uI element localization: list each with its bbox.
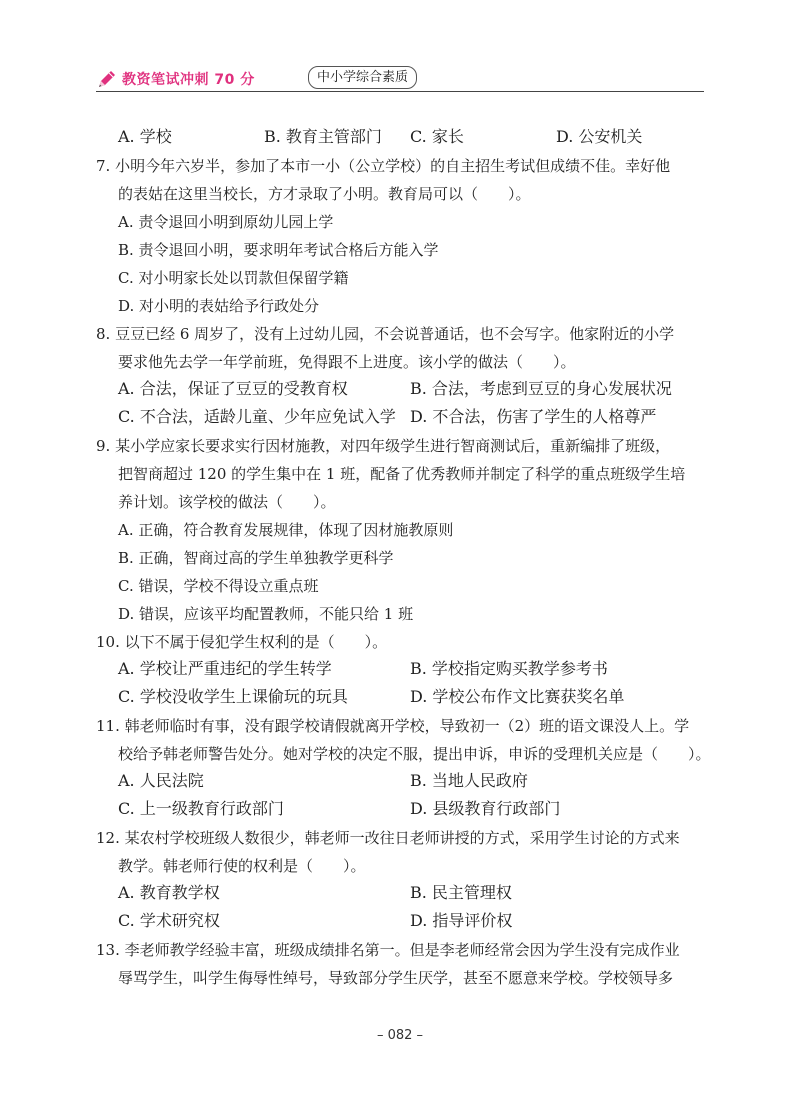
- question-stem: 教学。韩老师行使的权利是（ ）。: [118, 857, 366, 875]
- option: C. 家长: [410, 127, 464, 146]
- options-row: [118, 684, 704, 712]
- option: C. 学校没收学生上课偷玩的玩具: [118, 687, 348, 706]
- question-stem: 13. 李老师教学经验丰富，班级成绩排名第一。但是李老师经常会因为学生没有完成作业: [96, 941, 680, 959]
- question-stem: 校给予韩老师警告处分。她对学校的决定不服，提出申诉，申诉的受理机关应是（ ）。: [118, 745, 711, 763]
- question-stem: 养计划。该学校的做法（ ）。: [118, 493, 336, 511]
- option: B. 民主管理权: [410, 883, 512, 902]
- question-stem: 12. 某农村学校班级人数很少，韩老师一改往日老师讲授的方式，采用学生讨论的方式来: [96, 829, 680, 847]
- options-row: [118, 880, 704, 908]
- option: B. 合法，考虑到豆豆的身心发展状况: [410, 379, 672, 398]
- option: D. 错误，应该平均配置教师，不能只给 1 班: [118, 605, 414, 623]
- options-row: [118, 908, 704, 936]
- option: B. 当地人民政府: [410, 771, 528, 790]
- question-stem: 10. 以下不属于侵犯学生权利的是（ ）。: [96, 633, 388, 651]
- option: D. 县级教育行政部门: [410, 799, 561, 818]
- page-number: – 082 –: [376, 1028, 424, 1043]
- options-row: [118, 796, 704, 824]
- option: C. 不合法，适龄儿童、少年应免试入学: [118, 407, 396, 426]
- option: D. 不合法，伤害了学生的人格尊严: [410, 407, 657, 426]
- question-stem: 要求他先去学一年学前班，免得跟不上进度。该小学的做法（ ）。: [118, 353, 576, 371]
- option: B. 教育主管部门: [264, 127, 382, 146]
- options-row: [118, 404, 704, 432]
- option: A. 人民法院: [118, 771, 204, 790]
- question-list: [96, 124, 711, 992]
- option: D. 学校公布作文比赛获奖名单: [410, 687, 625, 706]
- option: B. 正确，智商过高的学生单独教学更科学: [118, 549, 394, 567]
- option: B. 责令退回小明，要求明年考试合格后方能入学: [118, 241, 439, 259]
- series-title: 教资笔试冲刺 70 分: [122, 72, 255, 88]
- options-row: [118, 124, 704, 152]
- options-row: [118, 768, 704, 796]
- option: A. 合法，保证了豆豆的受教育权: [118, 379, 348, 398]
- options-row: [118, 376, 704, 404]
- option: D. 对小明的表姑给予行政处分: [118, 297, 320, 315]
- option: A. 教育教学权: [118, 883, 220, 902]
- options-row: [118, 656, 704, 684]
- option: C. 上一级教育行政部门: [118, 799, 284, 818]
- question-stem: 8. 豆豆已经 6 周岁了，没有上过幼儿园，不会说普通话，也不会写字。他家附近的小学: [96, 325, 675, 343]
- option: D. 指导评价权: [410, 911, 513, 930]
- option: A. 责令退回小明到原幼儿园上学: [118, 213, 334, 231]
- subject-badge: 中小学综合素质: [308, 66, 417, 89]
- option: C. 对小明家长处以罚款但保留学籍: [118, 269, 349, 287]
- option: B. 学校指定购买教学参考书: [410, 659, 608, 678]
- option: A. 学校: [118, 127, 172, 146]
- option: A. 学校让严重违纪的学生转学: [118, 659, 332, 678]
- pencil-icon: [96, 68, 118, 90]
- option: C. 错误，学校不得设立重点班: [118, 577, 319, 595]
- question-stem: 把智商超过 120 的学生集中在 1 班，配备了优秀教师并制定了科学的重点班级学生培: [118, 465, 686, 483]
- option: C. 学术研究权: [118, 911, 220, 930]
- question-stem: 的表姑在这里当校长，方才录取了小明。教育局可以（ ）。: [118, 185, 531, 203]
- question-stem: 辱骂学生，叫学生侮辱性绰号，导致部分学生厌学，甚至不愿意来学校。学校领导多: [118, 969, 674, 987]
- page-header: [96, 66, 704, 92]
- question-stem: 11. 韩老师临时有事，没有跟学校请假就离开学校，导致初一（2）班的语文课没人上。学: [96, 717, 690, 735]
- option: A. 正确，符合教育发展规律，体现了因材施教原则: [118, 521, 454, 539]
- option: D. 公安机关: [556, 127, 643, 146]
- header-rule: [96, 91, 704, 92]
- question-stem: 9. 某小学应家长要求实行因材施教，对四年级学生进行智商测试后，重新编排了班级，: [96, 437, 671, 455]
- question-stem: 7. 小明今年六岁半，参加了本市一小（公立学校）的自主招生考试但成绩不佳。幸好他: [96, 157, 671, 175]
